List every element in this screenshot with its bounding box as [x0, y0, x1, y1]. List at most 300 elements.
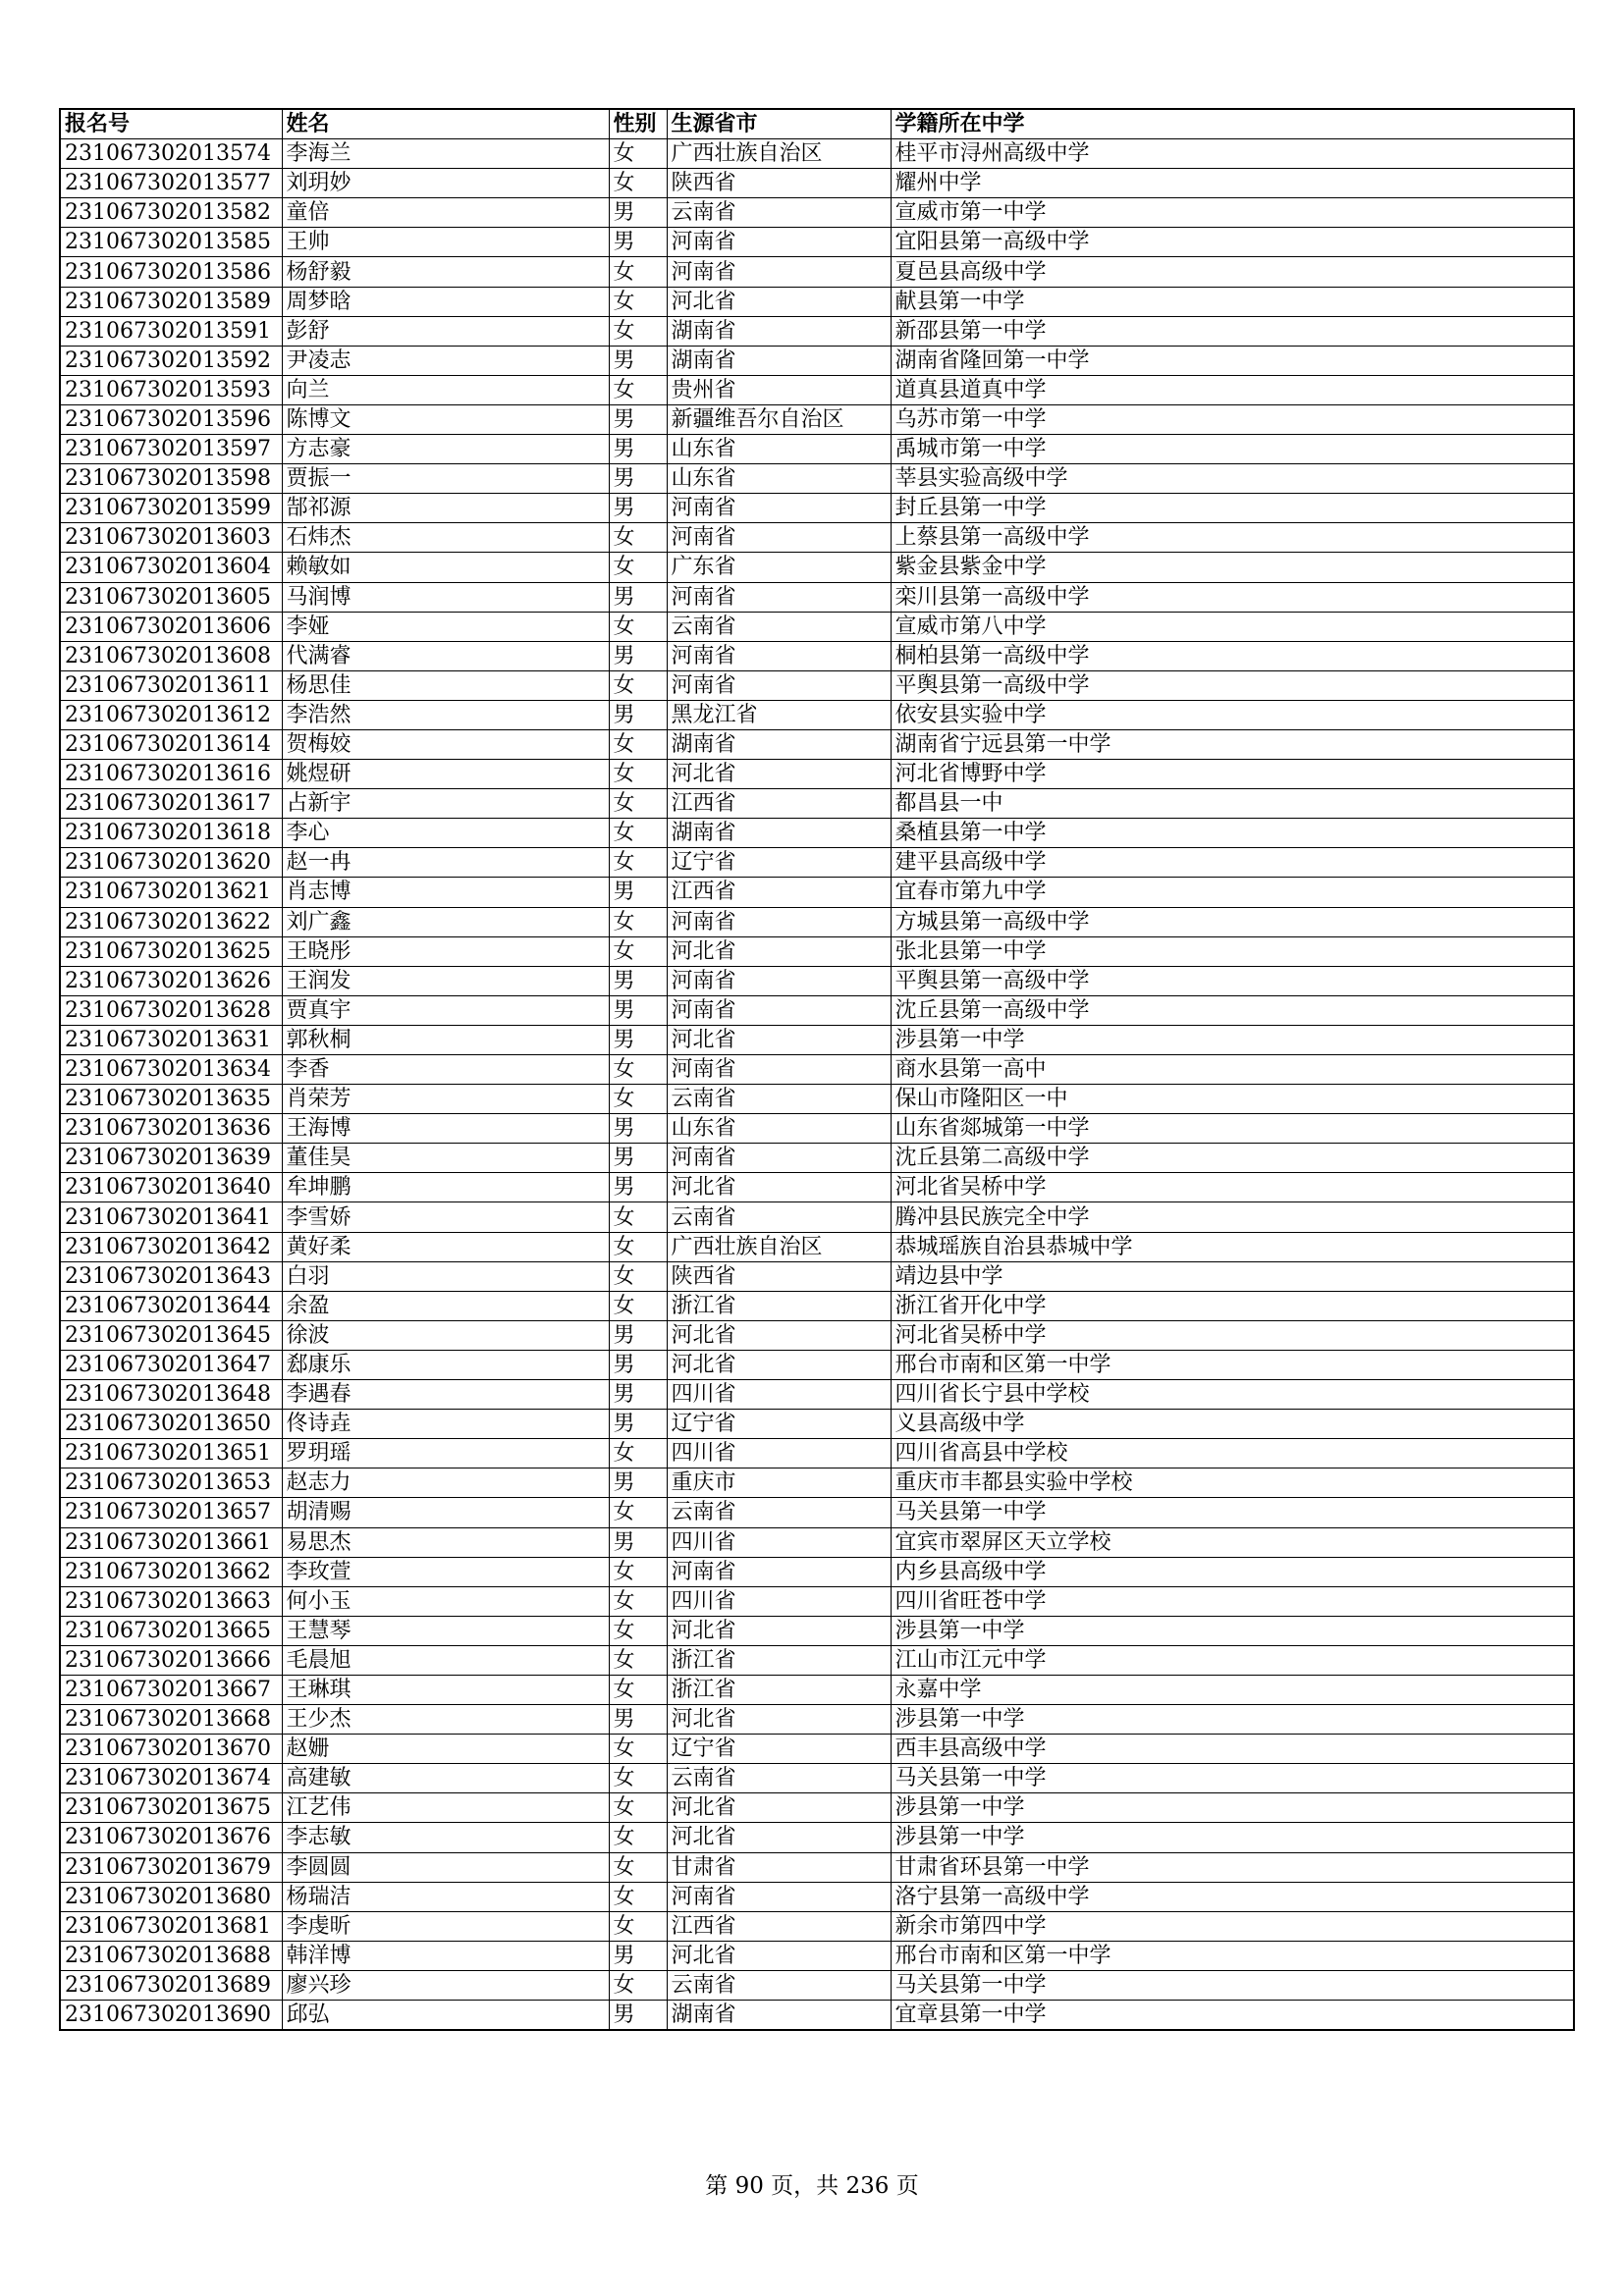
origin-province-cell: 云南省: [667, 1498, 891, 1527]
origin-province-cell: 四川省: [667, 1380, 891, 1410]
origin-province-cell: 河北省: [667, 287, 891, 316]
name-cell: 郜祁源: [282, 494, 609, 523]
gender-cell: 男: [609, 1410, 667, 1439]
registration-number-cell: 231067302013641: [60, 1202, 282, 1232]
registration-number-cell: 231067302013663: [60, 1586, 282, 1616]
table-row: [60, 1586, 1574, 1616]
origin-province-cell: 河南省: [667, 995, 891, 1025]
origin-province-cell: 河北省: [667, 1025, 891, 1054]
registration-number-cell: 231067302013657: [60, 1498, 282, 1527]
name-cell: 廖兴珍: [282, 1970, 609, 2000]
gender-cell: 女: [609, 1202, 667, 1232]
high-school-cell: 献县第一中学: [891, 287, 1574, 316]
high-school-cell: 莘县实验高级中学: [891, 464, 1574, 494]
gender-cell: 女: [609, 1557, 667, 1586]
high-school-cell: 夏邑县高级中学: [891, 257, 1574, 287]
registration-number-cell: 231067302013639: [60, 1144, 282, 1173]
origin-province-cell: 湖南省: [667, 316, 891, 346]
gender-cell: 女: [609, 789, 667, 819]
origin-province-cell: 江西省: [667, 1911, 891, 1941]
origin-province-cell: 河南省: [667, 966, 891, 995]
gender-cell: 男: [609, 1527, 667, 1557]
registration-number-cell: 231067302013593: [60, 375, 282, 404]
table-row: [60, 848, 1574, 878]
high-school-cell: 洛宁县第一高级中学: [891, 1882, 1574, 1911]
table-row: [60, 346, 1574, 375]
gender-cell: 女: [609, 1645, 667, 1675]
registration-number-cell: 231067302013591: [60, 316, 282, 346]
gender-cell: 女: [609, 1055, 667, 1085]
name-cell: 马润博: [282, 582, 609, 612]
name-cell: 李心: [282, 819, 609, 848]
registration-number-cell: 231067302013616: [60, 760, 282, 789]
name-cell: 易思杰: [282, 1527, 609, 1557]
table-row: [60, 612, 1574, 641]
registration-number-cell: 231067302013592: [60, 346, 282, 375]
name-cell: 王慧琴: [282, 1616, 609, 1645]
high-school-cell: 宜宾市翠屏区天立学校: [891, 1527, 1574, 1557]
registration-number-cell: 231067302013647: [60, 1350, 282, 1379]
table-row: [60, 287, 1574, 316]
table-row: [60, 936, 1574, 966]
gender-cell: 男: [609, 1025, 667, 1054]
registration-number-cell: 231067302013605: [60, 582, 282, 612]
name-cell: 王琳琪: [282, 1675, 609, 1704]
name-cell: 江艺伟: [282, 1793, 609, 1823]
name-cell: 李圆圆: [282, 1852, 609, 1882]
table-header: [60, 109, 1574, 139]
registration-number-cell: 231067302013674: [60, 1764, 282, 1793]
name-cell: 石炜杰: [282, 523, 609, 553]
name-cell: 毛晨旭: [282, 1645, 609, 1675]
registration-number-cell: 231067302013650: [60, 1410, 282, 1439]
name-cell: 董佳昊: [282, 1144, 609, 1173]
gender-cell: 女: [609, 1291, 667, 1320]
name-cell: 肖志博: [282, 878, 609, 907]
name-cell: 王海博: [282, 1114, 609, 1144]
registration-number-cell: 231067302013597: [60, 435, 282, 464]
origin-province-cell: 河北省: [667, 1793, 891, 1823]
origin-province-cell: 河北省: [667, 1320, 891, 1350]
table-row: [60, 1823, 1574, 1852]
registration-number-cell: 231067302013612: [60, 700, 282, 729]
table-row: [60, 670, 1574, 700]
gender-cell: 女: [609, 1085, 667, 1114]
registration-number-cell: 231067302013608: [60, 641, 282, 670]
origin-province-cell: 湖南省: [667, 819, 891, 848]
high-school-cell: 禹城市第一中学: [891, 435, 1574, 464]
high-school-cell: 内乡县高级中学: [891, 1557, 1574, 1586]
registration-number-cell: 231067302013626: [60, 966, 282, 995]
table-row: [60, 1735, 1574, 1764]
table-row: [60, 1380, 1574, 1410]
table-row: [60, 1911, 1574, 1941]
name-cell: 郄康乐: [282, 1350, 609, 1379]
name-cell: 李遇春: [282, 1380, 609, 1410]
registration-number-cell: 231067302013642: [60, 1232, 282, 1261]
origin-province-cell: 山东省: [667, 435, 891, 464]
table-row: [60, 1144, 1574, 1173]
name-cell: 刘玥妙: [282, 169, 609, 198]
table-body: [60, 139, 1574, 2031]
high-school-cell: 马关县第一中学: [891, 1498, 1574, 1527]
header-origin-province: 生源省市: [667, 109, 891, 139]
high-school-cell: 都昌县一中: [891, 789, 1574, 819]
registration-number-cell: 231067302013596: [60, 404, 282, 434]
gender-cell: 男: [609, 995, 667, 1025]
high-school-cell: 湖南省宁远县第一中学: [891, 729, 1574, 759]
high-school-cell: 平舆县第一高级中学: [891, 670, 1574, 700]
table-row: [60, 1410, 1574, 1439]
gender-cell: 女: [609, 1261, 667, 1291]
high-school-cell: 西丰县高级中学: [891, 1735, 1574, 1764]
table-row: [60, 1291, 1574, 1320]
registration-number-cell: 231067302013665: [60, 1616, 282, 1645]
gender-cell: 男: [609, 1144, 667, 1173]
student-list-table: [59, 108, 1575, 2031]
name-cell: 陈博文: [282, 404, 609, 434]
registration-number-cell: 231067302013661: [60, 1527, 282, 1557]
table-row: [60, 404, 1574, 434]
gender-cell: 女: [609, 1852, 667, 1882]
high-school-cell: 依安县实验中学: [891, 700, 1574, 729]
high-school-cell: 桂平市浔州高级中学: [891, 139, 1574, 169]
registration-number-cell: 231067302013589: [60, 287, 282, 316]
table-row: [60, 1468, 1574, 1498]
origin-province-cell: 辽宁省: [667, 1735, 891, 1764]
gender-cell: 女: [609, 257, 667, 287]
high-school-cell: 栾川县第一高级中学: [891, 582, 1574, 612]
table-row: [60, 760, 1574, 789]
name-cell: 胡清赐: [282, 1498, 609, 1527]
gender-cell: 女: [609, 316, 667, 346]
high-school-cell: 甘肃省环县第一中学: [891, 1852, 1574, 1882]
gender-cell: 女: [609, 1616, 667, 1645]
origin-province-cell: 河南省: [667, 494, 891, 523]
name-cell: 牟坤鹏: [282, 1173, 609, 1202]
registration-number-cell: 231067302013688: [60, 1941, 282, 1970]
name-cell: 黄好柔: [282, 1232, 609, 1261]
name-cell: 刘广鑫: [282, 907, 609, 936]
origin-province-cell: 浙江省: [667, 1645, 891, 1675]
registration-number-cell: 231067302013634: [60, 1055, 282, 1085]
table-row: [60, 1970, 1574, 2000]
table-row: [60, 1498, 1574, 1527]
origin-province-cell: 湖南省: [667, 346, 891, 375]
high-school-cell: 湖南省隆回第一中学: [891, 346, 1574, 375]
gender-cell: 男: [609, 228, 667, 257]
gender-cell: 女: [609, 1498, 667, 1527]
gender-cell: 女: [609, 1232, 667, 1261]
gender-cell: 女: [609, 819, 667, 848]
high-school-cell: 封丘县第一中学: [891, 494, 1574, 523]
origin-province-cell: 河南省: [667, 641, 891, 670]
origin-province-cell: 江西省: [667, 878, 891, 907]
origin-province-cell: 四川省: [667, 1586, 891, 1616]
gender-cell: 男: [609, 1320, 667, 1350]
origin-province-cell: 广东省: [667, 553, 891, 582]
gender-cell: 女: [609, 1735, 667, 1764]
registration-number-cell: 231067302013640: [60, 1173, 282, 1202]
origin-province-cell: 云南省: [667, 1085, 891, 1114]
origin-province-cell: 湖南省: [667, 2001, 891, 2031]
gender-cell: 女: [609, 553, 667, 582]
table-row: [60, 2001, 1574, 2031]
registration-number-cell: 231067302013617: [60, 789, 282, 819]
table-row: [60, 1941, 1574, 1970]
gender-cell: 男: [609, 1380, 667, 1410]
registration-number-cell: 231067302013676: [60, 1823, 282, 1852]
origin-province-cell: 河南省: [667, 582, 891, 612]
high-school-cell: 方城县第一高级中学: [891, 907, 1574, 936]
origin-province-cell: 黑龙江省: [667, 700, 891, 729]
gender-cell: 女: [609, 139, 667, 169]
table-row: [60, 1764, 1574, 1793]
registration-number-cell: 231067302013666: [60, 1645, 282, 1675]
table-row: [60, 1261, 1574, 1291]
name-cell: 赵志力: [282, 1468, 609, 1498]
origin-province-cell: 陕西省: [667, 1261, 891, 1291]
origin-province-cell: 河南省: [667, 228, 891, 257]
registration-number-cell: 231067302013653: [60, 1468, 282, 1498]
high-school-cell: 靖边县中学: [891, 1261, 1574, 1291]
origin-province-cell: 辽宁省: [667, 848, 891, 878]
registration-number-cell: 231067302013636: [60, 1114, 282, 1144]
origin-province-cell: 重庆市: [667, 1468, 891, 1498]
table-row: [60, 907, 1574, 936]
high-school-cell: 邢台市南和区第一中学: [891, 1941, 1574, 1970]
registration-number-cell: 231067302013690: [60, 2001, 282, 2031]
origin-province-cell: 山东省: [667, 464, 891, 494]
high-school-cell: 沈丘县第一高级中学: [891, 995, 1574, 1025]
registration-number-cell: 231067302013622: [60, 907, 282, 936]
registration-number-cell: 231067302013614: [60, 729, 282, 759]
high-school-cell: 平舆县第一高级中学: [891, 966, 1574, 995]
high-school-cell: 宜春市第九中学: [891, 878, 1574, 907]
gender-cell: 男: [609, 1705, 667, 1735]
high-school-cell: 四川省高县中学校: [891, 1439, 1574, 1468]
header-name: 姓名: [282, 109, 609, 139]
name-cell: 李海兰: [282, 139, 609, 169]
registration-number-cell: 231067302013645: [60, 1320, 282, 1350]
gender-cell: 女: [609, 729, 667, 759]
gender-cell: 男: [609, 2001, 667, 2031]
gender-cell: 男: [609, 966, 667, 995]
name-cell: 赵姗: [282, 1735, 609, 1764]
high-school-cell: 涉县第一中学: [891, 1705, 1574, 1735]
gender-cell: 男: [609, 641, 667, 670]
table-row: [60, 1675, 1574, 1704]
high-school-cell: 四川省长宁县中学校: [891, 1380, 1574, 1410]
table-row: [60, 228, 1574, 257]
table-row: [60, 700, 1574, 729]
table-row: [60, 435, 1574, 464]
origin-province-cell: 山东省: [667, 1114, 891, 1144]
name-cell: 白羽: [282, 1261, 609, 1291]
table-row: [60, 1025, 1574, 1054]
registration-number-cell: 231067302013680: [60, 1882, 282, 1911]
name-cell: 李志敏: [282, 1823, 609, 1852]
origin-province-cell: 浙江省: [667, 1675, 891, 1704]
high-school-cell: 马关县第一中学: [891, 1764, 1574, 1793]
gender-cell: 女: [609, 907, 667, 936]
origin-province-cell: 四川省: [667, 1527, 891, 1557]
registration-number-cell: 231067302013606: [60, 612, 282, 641]
gender-cell: 女: [609, 760, 667, 789]
high-school-cell: 乌苏市第一中学: [891, 404, 1574, 434]
name-cell: 李浩然: [282, 700, 609, 729]
high-school-cell: 保山市隆阳区一中: [891, 1085, 1574, 1114]
high-school-cell: 涉县第一中学: [891, 1823, 1574, 1852]
origin-province-cell: 广西壮族自治区: [667, 1232, 891, 1261]
high-school-cell: 宣威市第八中学: [891, 612, 1574, 641]
gender-cell: 女: [609, 1793, 667, 1823]
registration-number-cell: 231067302013668: [60, 1705, 282, 1735]
high-school-cell: 沈丘县第二高级中学: [891, 1144, 1574, 1173]
origin-province-cell: 河北省: [667, 1616, 891, 1645]
high-school-cell: 涉县第一中学: [891, 1793, 1574, 1823]
registration-number-cell: 231067302013620: [60, 848, 282, 878]
name-cell: 王帅: [282, 228, 609, 257]
origin-province-cell: 河北省: [667, 1823, 891, 1852]
name-cell: 王晓彤: [282, 936, 609, 966]
table-row: [60, 1793, 1574, 1823]
origin-province-cell: 河南省: [667, 670, 891, 700]
table-row: [60, 641, 1574, 670]
registration-number-cell: 231067302013648: [60, 1380, 282, 1410]
registration-number-cell: 231067302013651: [60, 1439, 282, 1468]
high-school-cell: 腾冲县民族完全中学: [891, 1202, 1574, 1232]
table-row: [60, 1527, 1574, 1557]
registration-number-cell: 231067302013667: [60, 1675, 282, 1704]
header-row: [60, 109, 1574, 139]
high-school-cell: 道真县道真中学: [891, 375, 1574, 404]
name-cell: 余盈: [282, 1291, 609, 1320]
table-row: [60, 729, 1574, 759]
table-row: [60, 789, 1574, 819]
gender-cell: 男: [609, 1468, 667, 1498]
name-cell: 童倍: [282, 198, 609, 228]
name-cell: 邱弘: [282, 2001, 609, 2031]
registration-number-cell: 231067302013574: [60, 139, 282, 169]
table-row: [60, 1852, 1574, 1882]
high-school-cell: 河北省吴桥中学: [891, 1173, 1574, 1202]
registration-number-cell: 231067302013611: [60, 670, 282, 700]
table-row: [60, 464, 1574, 494]
high-school-cell: 商水县第一高中: [891, 1055, 1574, 1085]
high-school-cell: 马关县第一中学: [891, 1970, 1574, 2000]
origin-province-cell: 河北省: [667, 1173, 891, 1202]
registration-number-cell: 231067302013644: [60, 1291, 282, 1320]
table-row: [60, 1173, 1574, 1202]
registration-number-cell: 231067302013621: [60, 878, 282, 907]
table-row: [60, 1557, 1574, 1586]
gender-cell: 女: [609, 1911, 667, 1941]
origin-province-cell: 甘肃省: [667, 1852, 891, 1882]
gender-cell: 男: [609, 878, 667, 907]
table-row: [60, 966, 1574, 995]
table-row: [60, 1616, 1574, 1645]
name-cell: 方志豪: [282, 435, 609, 464]
gender-cell: 男: [609, 198, 667, 228]
name-cell: 李玫萱: [282, 1557, 609, 1586]
name-cell: 李香: [282, 1055, 609, 1085]
table-row: [60, 1232, 1574, 1261]
registration-number-cell: 231067302013582: [60, 198, 282, 228]
table-row: [60, 553, 1574, 582]
gender-cell: 女: [609, 1439, 667, 1468]
high-school-cell: 建平县高级中学: [891, 848, 1574, 878]
origin-province-cell: 河北省: [667, 760, 891, 789]
high-school-cell: 张北县第一中学: [891, 936, 1574, 966]
high-school-cell: 紫金县紫金中学: [891, 553, 1574, 582]
table-row: [60, 198, 1574, 228]
registration-number-cell: 231067302013599: [60, 494, 282, 523]
high-school-cell: 宣威市第一中学: [891, 198, 1574, 228]
registration-number-cell: 231067302013689: [60, 1970, 282, 2000]
table-row: [60, 139, 1574, 169]
gender-cell: 男: [609, 346, 667, 375]
origin-province-cell: 河南省: [667, 523, 891, 553]
table-row: [60, 582, 1574, 612]
table-row: [60, 1705, 1574, 1735]
gender-cell: 男: [609, 1114, 667, 1144]
origin-province-cell: 云南省: [667, 1764, 891, 1793]
origin-province-cell: 浙江省: [667, 1291, 891, 1320]
name-cell: 杨舒毅: [282, 257, 609, 287]
name-cell: 王少杰: [282, 1705, 609, 1735]
gender-cell: 男: [609, 404, 667, 434]
origin-province-cell: 江西省: [667, 789, 891, 819]
origin-province-cell: 河北省: [667, 1350, 891, 1379]
high-school-cell: 山东省郯城第一中学: [891, 1114, 1574, 1144]
name-cell: 李雪娇: [282, 1202, 609, 1232]
table-row: [60, 995, 1574, 1025]
registration-number-cell: 231067302013643: [60, 1261, 282, 1291]
origin-province-cell: 河南省: [667, 1144, 891, 1173]
gender-cell: 女: [609, 1970, 667, 2000]
table-row: [60, 1645, 1574, 1675]
high-school-cell: 新余市第四中学: [891, 1911, 1574, 1941]
page-footer: 第 90 页，共 236 页: [705, 2173, 919, 2199]
table-row: [60, 1882, 1574, 1911]
origin-province-cell: 广西壮族自治区: [667, 139, 891, 169]
table-row: [60, 1439, 1574, 1468]
registration-number-cell: 231067302013681: [60, 1911, 282, 1941]
gender-cell: 男: [609, 582, 667, 612]
gender-cell: 女: [609, 1675, 667, 1704]
gender-cell: 男: [609, 1941, 667, 1970]
registration-number-cell: 231067302013604: [60, 553, 282, 582]
origin-province-cell: 河南省: [667, 1882, 891, 1911]
gender-cell: 女: [609, 612, 667, 641]
table-row: [60, 169, 1574, 198]
gender-cell: 女: [609, 375, 667, 404]
table-row: [60, 523, 1574, 553]
registration-number-cell: 231067302013598: [60, 464, 282, 494]
name-cell: 肖荣芳: [282, 1085, 609, 1114]
name-cell: 韩洋博: [282, 1941, 609, 1970]
high-school-cell: 宜阳县第一高级中学: [891, 228, 1574, 257]
registration-number-cell: 231067302013625: [60, 936, 282, 966]
gender-cell: 女: [609, 1586, 667, 1616]
gender-cell: 男: [609, 1350, 667, 1379]
registration-number-cell: 231067302013585: [60, 228, 282, 257]
name-cell: 杨思佳: [282, 670, 609, 700]
name-cell: 佟诗垚: [282, 1410, 609, 1439]
registration-number-cell: 231067302013631: [60, 1025, 282, 1054]
origin-province-cell: 云南省: [667, 612, 891, 641]
